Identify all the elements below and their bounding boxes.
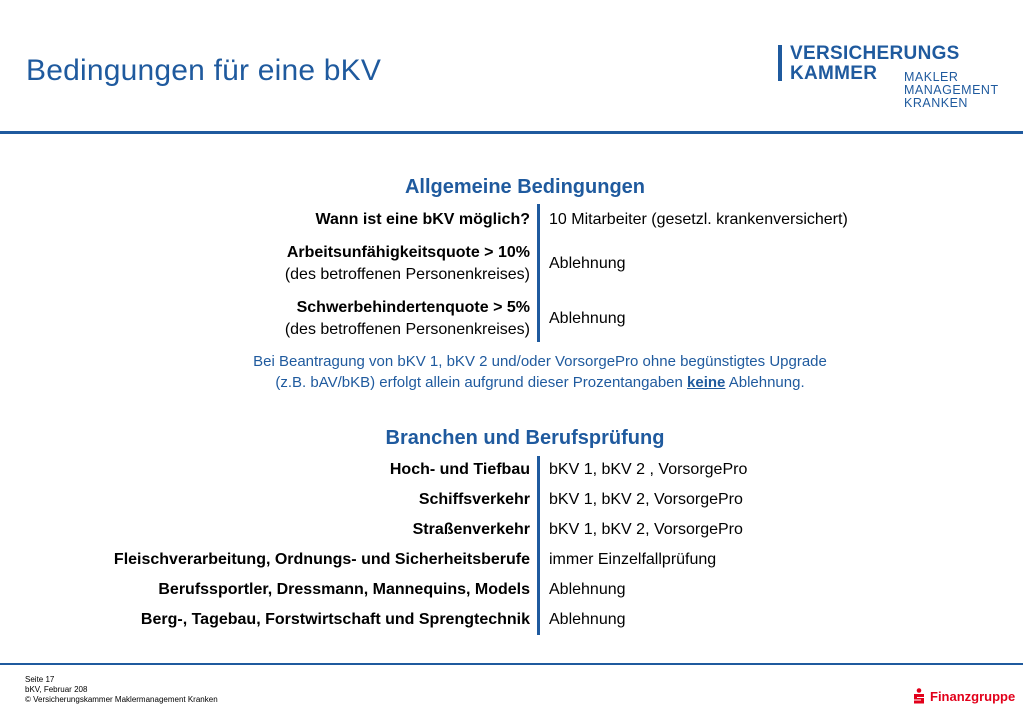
row-sublabel: (des betroffenen Personenkreises) (284, 266, 530, 283)
footer-divider (0, 663, 1023, 665)
logo-bar (778, 45, 782, 81)
row-value: Ablehnung (549, 310, 626, 327)
row-value: Ablehnung (549, 581, 626, 598)
footer-copyright: © Versicherungskammer Maklermanagement Kranken (25, 695, 218, 704)
page-title: Bedingungen für eine bKV (26, 54, 382, 88)
allgemein-divider (537, 204, 540, 342)
row-sublabel: (des betroffenen Personenkreises) (284, 321, 530, 338)
section-title-branchen: Branchen und Berufsprüfung (385, 427, 665, 449)
row-value: bKV 1, bKV 2, VorsorgePro (549, 491, 743, 508)
logo-sub-3: KRANKEN (904, 96, 968, 110)
versicherungskammer-logo (778, 43, 1018, 113)
row-label: Schwerbehindertenquote > 5% (des betroffenen Personenkreises) (284, 299, 530, 338)
logo-sub-1: MAKLER (904, 70, 959, 84)
header-divider (0, 131, 1023, 134)
note-line-1: Bei Beantragung von bKV 1, bKV 2 und/oder VorsorgePro ohne begünstigtes Upgrade (253, 353, 827, 370)
footer-date: bKV, Februar 208 (25, 685, 88, 694)
row-label: Straßenverkehr (412, 521, 530, 538)
row-value: bKV 1, bKV 2, VorsorgePro (549, 521, 743, 538)
row-label: Berg-, Tagebau, Forstwirtschaft und Sprengtechnik (140, 611, 530, 628)
note-line-2: (z.B. bAV/bKB) erfolgt allein aufgrund dieser Prozentangaben keine Ablehnung. (275, 374, 805, 391)
row-value: bKV 1, bKV 2 , VorsorgePro (549, 461, 748, 478)
sparkasse-s-icon (913, 688, 925, 704)
row-value: immer Einzelfallprüfung (549, 551, 717, 568)
row-label: Berufssportler, Dressmann, Mannequins, Models (158, 581, 530, 598)
logo-line-1: VERSICHERUNGS (790, 43, 960, 64)
logo-sub-2: MANAGEMENT (904, 83, 999, 97)
logo-subtitle (904, 71, 999, 110)
branchen-divider (537, 456, 540, 635)
row-value: Ablehnung (549, 255, 626, 272)
row-label: Arbeitsunfähigkeitsquote > 10% (des betroffenen Personenkreises) (284, 244, 530, 283)
note-text (0, 351, 1023, 393)
row-label: Hoch- und Tiefbau (389, 461, 530, 478)
footer-page: Seite 17 (25, 675, 55, 684)
note-emphasis: keine (687, 374, 726, 391)
row-label: Fleischverarbeitung, Ordnungs- und Sicherheitsberufe (113, 551, 530, 568)
row-label: Schiffsverkehr (418, 491, 530, 508)
footer (25, 675, 218, 705)
logo-line-2: KAMMER (790, 63, 878, 84)
finanzgruppe-label: Finanzgruppe (930, 689, 1016, 704)
row-value: 10 Mitarbeiter (gesetzl. krankenversichert) (549, 211, 848, 228)
section-title-allgemein: Allgemeine Bedingungen (404, 176, 646, 198)
row-value: Ablehnung (549, 611, 626, 628)
row-label: Wann ist eine bKV möglich? (315, 211, 530, 228)
